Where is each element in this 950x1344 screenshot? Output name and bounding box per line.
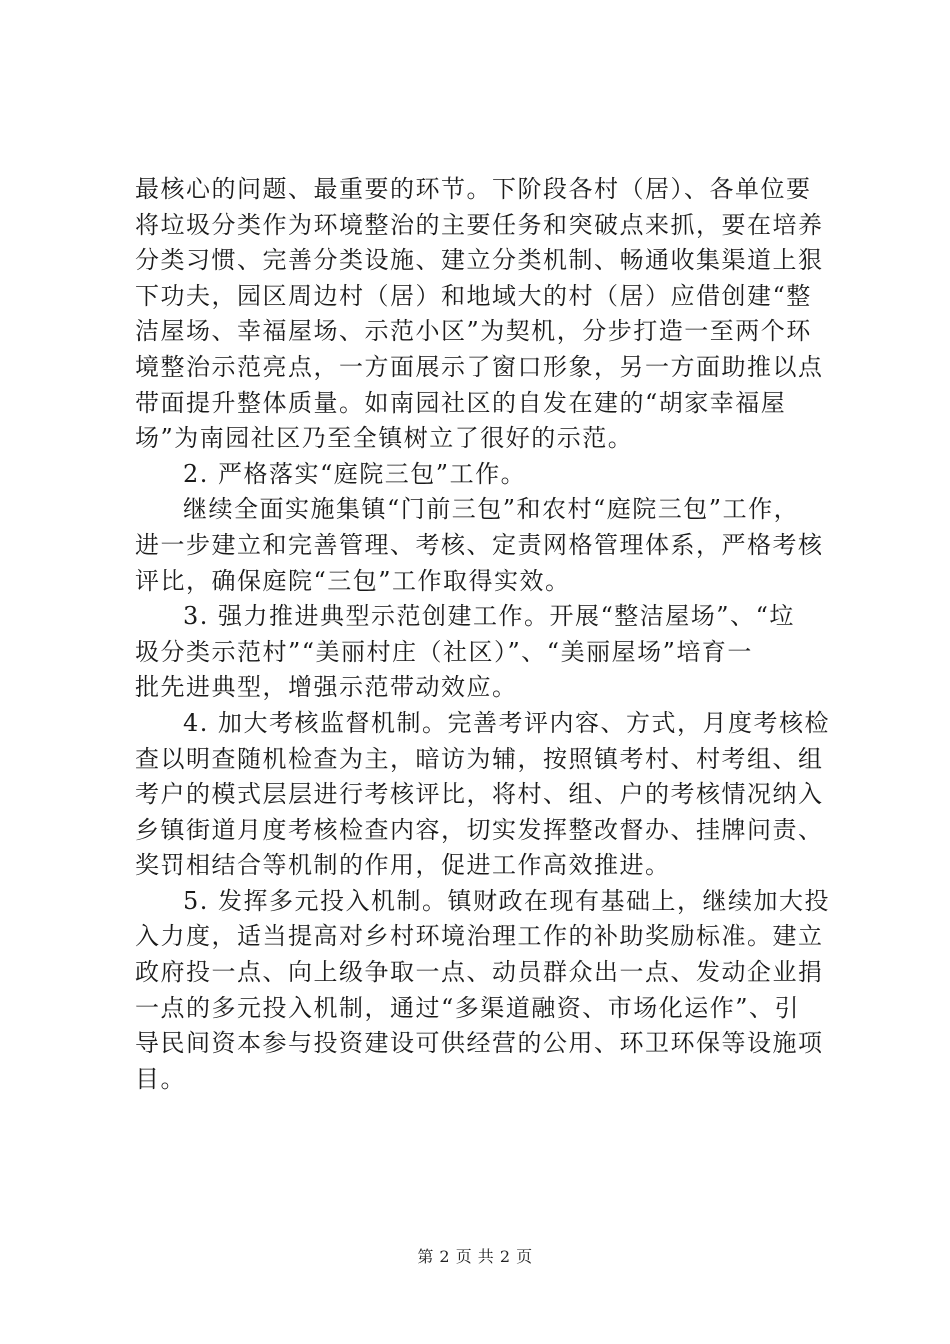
text-line: 奖罚相结合等机制的作用，促进工作高效推进。 [135,851,671,880]
text-line: 查以明查随机检查为主，暗访为辅，按照镇考村、村考组、组 [135,744,824,773]
text-line: 场”为南园社区乃至全镇树立了很好的示范。 [135,424,634,453]
text-line: 政府投一点、向上级争取一点、动员群众出一点、发动企业捐 [135,958,824,987]
text-line: 一点的多元投入机制，通过“多渠道融资、市场化运作”、引 [135,993,801,1022]
text-line: 目。 [135,1064,186,1093]
text-line: 进一步建立和完善管理、考核、定责网格管理体系，严格考核 [135,530,824,559]
text-line: 带面提升整体质量。如南园社区的自发在建的“胡家幸福屋 [135,388,787,417]
text-line: 入力度，适当提高对乡村环境治理工作的补助奖励标准。建立 [135,922,824,951]
text-line: 5. 发挥多元投入机制。镇财政在现有基础上，继续加大投 [183,886,831,915]
text-line: 导民间资本参与投资建设可供经营的公用、环卫环保等设施项 [135,1029,824,1058]
text-line: 乡镇街道月度考核检查内容，切实发挥整改督办、挂牌问责、 [135,815,824,844]
text-line: 境整治示范亮点，一方面展示了窗口形象，另一方面助推以点 [135,352,824,381]
text-line: 继续全面实施集镇“门前三包”和农村“庭院三包”工作， [183,495,800,524]
text-line: 将垃圾分类作为环境整治的主要任务和突破点来抓，要在培养 [135,210,824,239]
text-line: 最核心的问题、最重要的环节。下阶段各村（居）、各单位要 [135,175,812,203]
text-line: 2. 严格落实“庭院三包”工作。 [183,459,527,488]
text-line: 4. 加大考核监督机制。完善考评内容、方式，月度考核检 [183,708,831,737]
text-line: 分类习惯、完善分类设施、建立分类机制、畅通收集渠道上狠 [135,246,824,275]
text-line: 下功夫，园区周边村（居）和地域大的村（居）应借创建“整 [135,281,812,310]
document-body [135,172,835,1097]
text-line: 批先进典型，增强示范带动效应。 [135,673,518,702]
page-number-footer: 第 2 页 共 2 页 [417,1247,533,1266]
text-line: 评比，确保庭院“三包”工作取得实效。 [135,566,571,595]
text-line: 3. 强力推进典型示范创建工作。开展“整洁屋场”、“垃 [183,602,795,631]
text-line: 洁屋场、幸福屋场、示范小区”为契机，分步打造一至两个环 [135,317,812,346]
text-line: 圾分类示范村”“美丽村庄（社区）”、“美丽屋场”培育一 [135,637,753,666]
text-line: 考户的模式层层进行考核评比，将村、组、户的考核情况纳入 [135,780,824,809]
